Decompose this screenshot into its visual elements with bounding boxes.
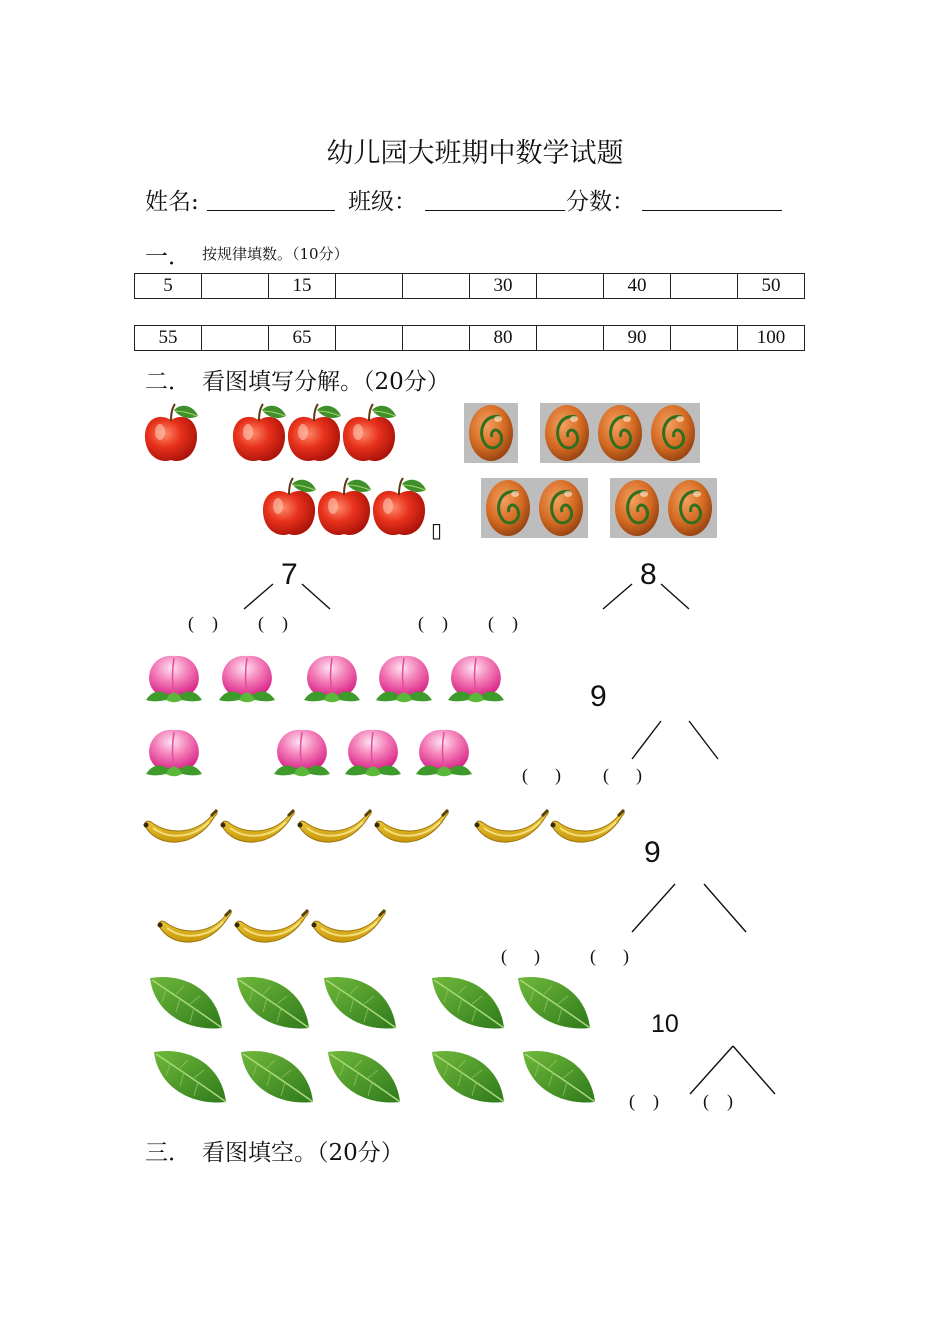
sequence-row1-cell: 5 (135, 274, 202, 299)
section2-number: 二． (145, 369, 191, 395)
sequence-row1-cell: 50 (738, 274, 805, 299)
sequence-row2-cell: 65 (269, 326, 336, 351)
tree10-right-line (733, 1046, 775, 1094)
sequence-row1-cell: 15 (269, 274, 336, 299)
sequence-row2-cell: 100 (738, 326, 805, 351)
tree9b-left-line (632, 884, 675, 932)
tree8-left-answer[interactable]: ( ) (418, 613, 448, 633)
section2-instruction: 看图填写分解。（20分） (202, 369, 450, 395)
tree7-total: 7 (281, 558, 298, 591)
sequence-row1-cell: 40 (604, 274, 671, 299)
section3-instruction: 看图填空。（20分） (202, 1140, 404, 1166)
tree7-right-line (302, 584, 330, 609)
sequence-row1-cell: 30 (470, 274, 537, 299)
tree7-left-answer[interactable]: ( ) (188, 613, 218, 633)
tree9a-left-answer[interactable]: ( ) (522, 765, 561, 785)
name-label: 姓名: (145, 189, 199, 215)
tree7-right-answer[interactable]: ( ) (258, 613, 288, 633)
tree9a-left-line (632, 721, 661, 759)
sequence-row2-cell: 90 (604, 326, 671, 351)
section1-number: 一． (145, 244, 191, 270)
tree8-left-line (603, 584, 632, 609)
tree9a-right-answer[interactable]: ( ) (603, 765, 642, 785)
tree10-left-line (690, 1046, 733, 1094)
tree9b-left-answer[interactable]: ( ) (501, 946, 540, 966)
tree7-left-line (244, 584, 273, 609)
tree9b-total: 9 (644, 836, 661, 869)
tree10-total: 10 (651, 1010, 679, 1038)
tree10-left-answer[interactable]: ( ) (629, 1091, 659, 1111)
sequence-row2-cell: 80 (470, 326, 537, 351)
tree9b-right-answer[interactable]: ( ) (590, 946, 629, 966)
class-label: 班级： (348, 189, 417, 215)
tree10-right-answer[interactable]: ( ) (703, 1091, 733, 1111)
page-title: 幼儿园大班期中数学试题 (326, 138, 624, 169)
sequence-row2-cell: 55 (135, 326, 202, 351)
tree8-right-answer[interactable]: ( ) (488, 613, 518, 633)
tree8-total: 8 (640, 558, 657, 591)
tree9a-right-line (689, 721, 718, 759)
section1-instruction: 按规律填数。（10分） (202, 245, 349, 263)
placeholder-glyph: ▯ (431, 518, 443, 542)
tree9b-right-line (704, 884, 746, 932)
tree9a-total: 9 (590, 680, 607, 713)
score-label: 分数： (566, 189, 635, 215)
section3-number: 三． (145, 1140, 191, 1166)
tree8-right-line (661, 584, 689, 609)
